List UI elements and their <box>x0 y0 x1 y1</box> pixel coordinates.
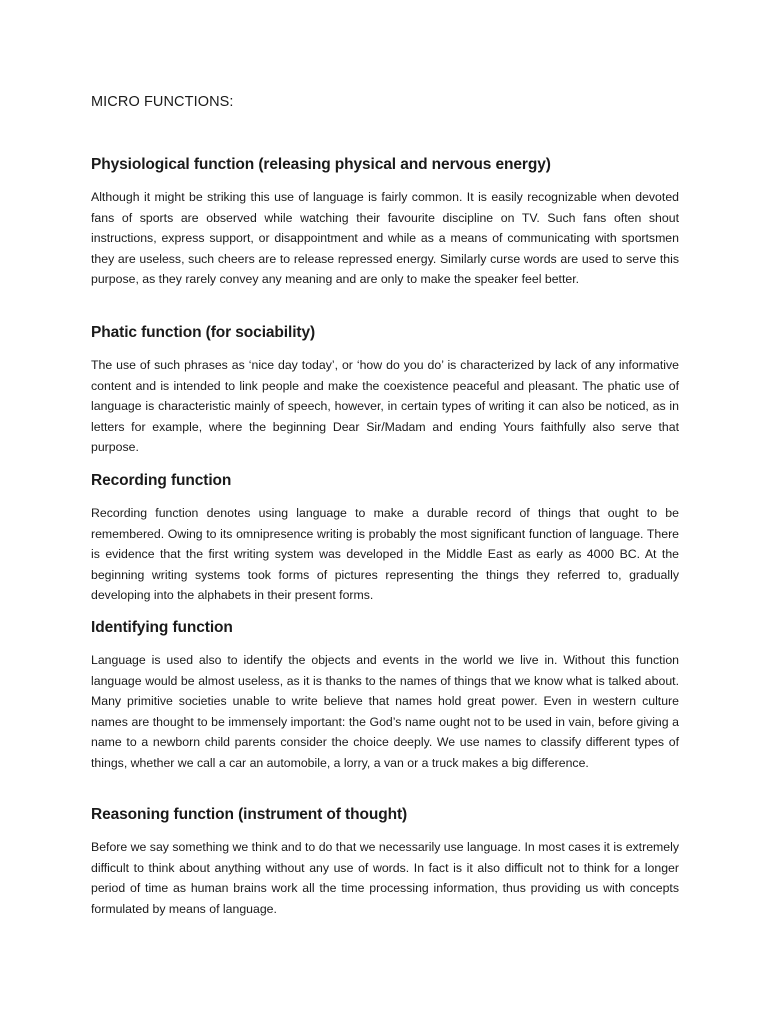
section-heading: Physiological function (releasing physical and nervous energy) <box>91 156 551 173</box>
document-title: MICRO FUNCTIONS: <box>91 94 234 110</box>
section-identifying-function <box>91 618 679 773</box>
section-heading: Identifying function <box>91 619 233 636</box>
section-body: Although it might be striking this use of language is fairly common. It is easily recognizable when devoted fans of sports are observed while watching their favourite discipline on TV. Such fans often shout instructions, express support, or disappointment and while as a means of communicating with sportsmen they are useless, such cheers are to release repressed energy. Similarly curse words are used to serve this purpose, as they rarely convey any meaning and are only to make the speaker feel better. <box>91 190 679 286</box>
section-heading: Recording function <box>91 472 232 489</box>
section-recording-function <box>91 471 679 606</box>
section-body: Language is used also to identify the objects and events in the world we live in. Without this function language would be almost useless, as it is thanks to the names of things that we know what is talked about. Many primitive societies unable to write believe that names hold great power. Even in western culture names are thought to be immensely important: the God’s name ought not to be used in vain, before giving a name to a newborn child parents consider the choice deeply. We use names to classify different types of things, whether we call a car an automobile, a lorry, a van or a truck makes a big difference. <box>91 653 679 770</box>
section-body: Before we say something we think and to do that we necessarily use language. In most cases it is extremely difficult to think about anything without any use of words. In fact is it also difficult not to think for a longer period of time as human brains work all the time processing information, thus providing us with concepts formulated by means of language. <box>91 840 679 916</box>
section-heading: Phatic function (for sociability) <box>91 324 316 341</box>
section-heading: Reasoning function (instrument of thought) <box>91 806 408 823</box>
section-physiological-function <box>91 155 679 290</box>
section-body: Recording function denotes using language to make a durable record of things that ought to be remembered. Owing to its omnipresence writing is probably the most significant function of language. There is evidence that the first writing system was developed in the Middle East as early as 4000 BC. At the beginning writing systems took forms of pictures representing the things they referred to, gradually developing into the alphabets in their present forms. <box>91 506 679 602</box>
section-reasoning-function <box>91 805 679 919</box>
section-phatic-function <box>91 323 679 458</box>
section-body: The use of such phrases as ‘nice day today’, or ‘how do you do’ is characterized by lack of any informative content and is intended to link people and make the coexistence peaceful and pleasant. The phatic use of language is characteristic mainly of speech, however, in certain types of writing it can also be noticed, as in letters for example, where the beginning Dear Sir/Madam and ending Yours faithfully also serve that purpose. <box>91 358 679 454</box>
